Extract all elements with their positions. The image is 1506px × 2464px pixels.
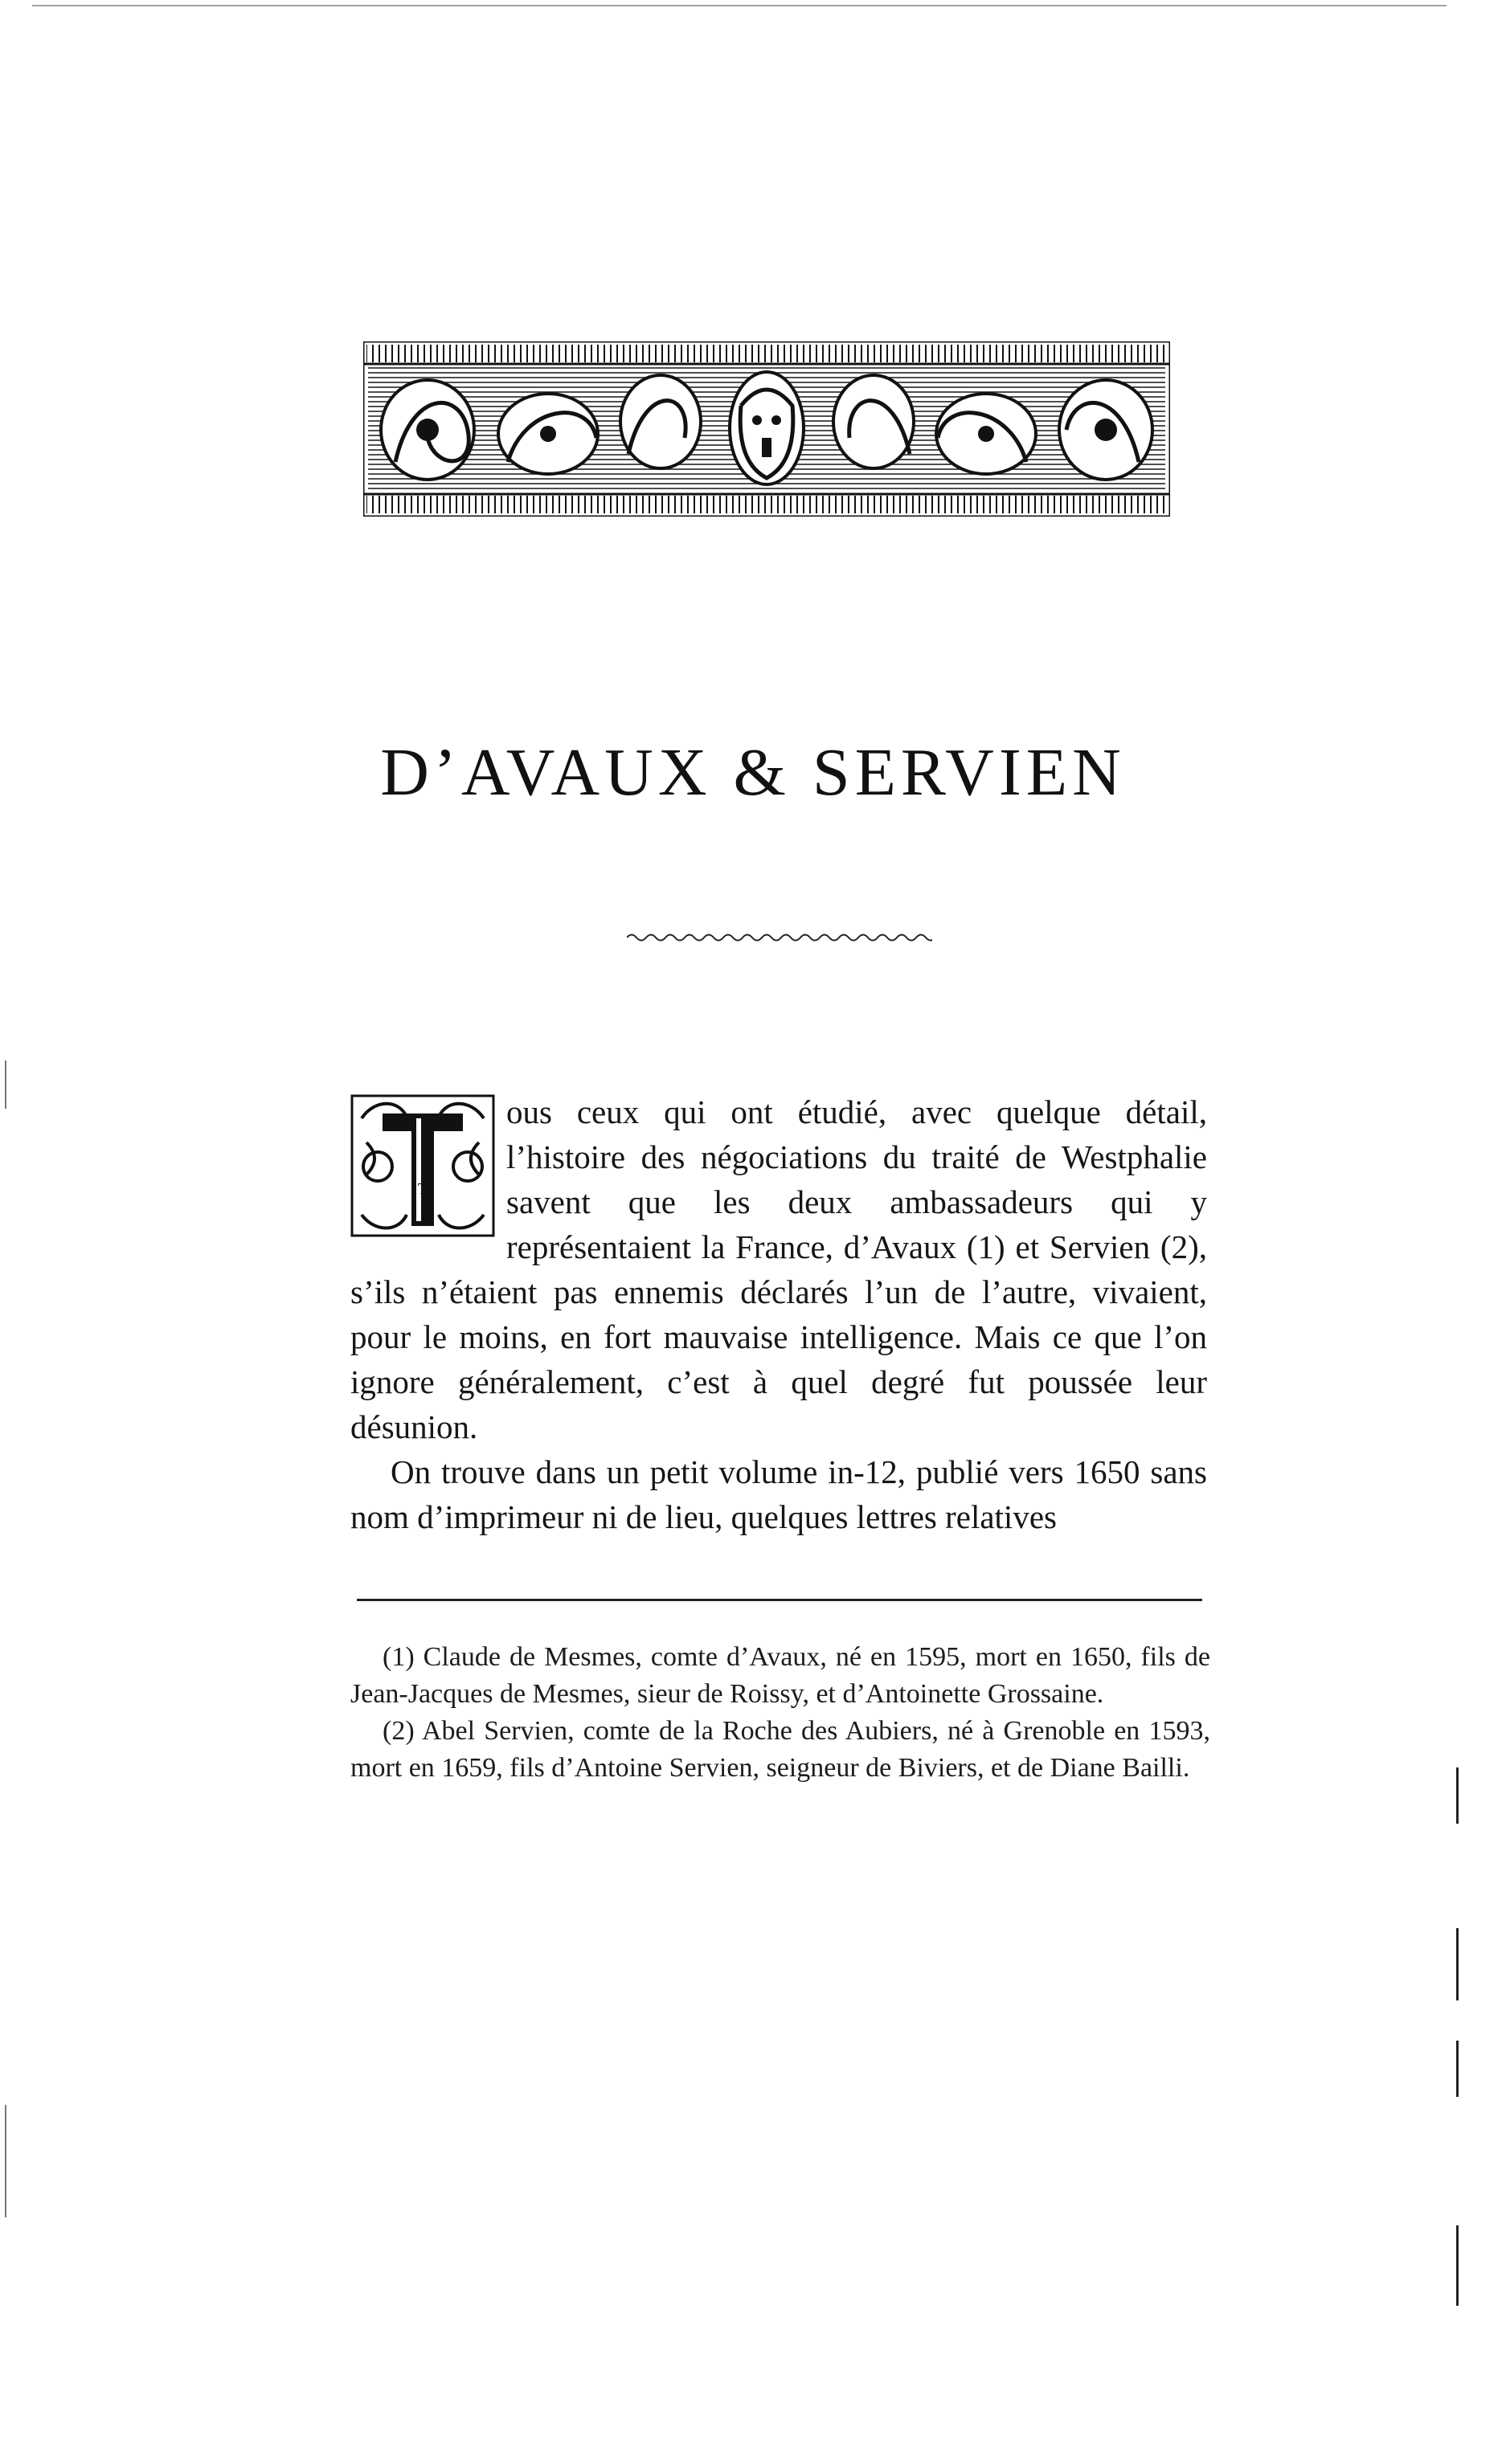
scan-edge-mark [1456,1767,1459,1824]
footnotes [350,1639,1210,1787]
footnote-2: (2) Abel Servien, comte de la Roche des Aubiers, né à Grenoble en 1593, mort en 1659, fils d’Antoine Servien, seigneur de Biviers, et de Diane Bailli. [350,1716,1210,1783]
scan-edge-mark [5,1060,6,1109]
paragraph-1-text: ous ceux qui ont étudié, avec quelque détail, l’histoire des négociations du traité de Westphalie savent que les deux ambassadeurs qui y représentaient la France, d’Avaux (1) et Servien (2), s’ils n’étaient pas ennemis déclarés l’un de l’autre, vivaient, pour le moins, en fort mauvaise intelligence. Mais ce que l’on ignore généralement, c’est à quel degré fut poussée leur désunion. [350,1093,1207,1445]
paragraph-2 [350,1449,1207,1539]
scan-edge-mark [1456,2225,1459,2306]
main-text [350,1089,1207,1539]
paragraph-2-text: On trouve dans un petit volume in-12, publié vers 1650 sans nom d’imprimeur ni de lieu, quelques lettres relatives [350,1453,1207,1535]
footnote-1: (1) Claude de Mesmes, comte d’Avaux, né en 1595, mort en 1650, fils de Jean-Jacques de Mesmes, sieur de Roissy, et d’Antoinette Grossaine. [350,1642,1210,1709]
scan-edge-line [32,5,1447,6]
scan-edge-mark [1456,2041,1459,2097]
footnote-divider [357,1599,1202,1601]
paragraph-1 [350,1089,1207,1449]
scan-edge-mark [1456,1928,1459,2000]
drop-cap-letter: T [417,1180,428,1198]
ornamental-headpiece-icon [363,341,1170,517]
wavy-rule-icon [627,932,932,943]
ornamental-drop-cap-icon [350,1094,495,1237]
scan-edge-mark [5,2105,6,2217]
page-title: D’AVAUX & SERVIEN [380,735,1126,810]
